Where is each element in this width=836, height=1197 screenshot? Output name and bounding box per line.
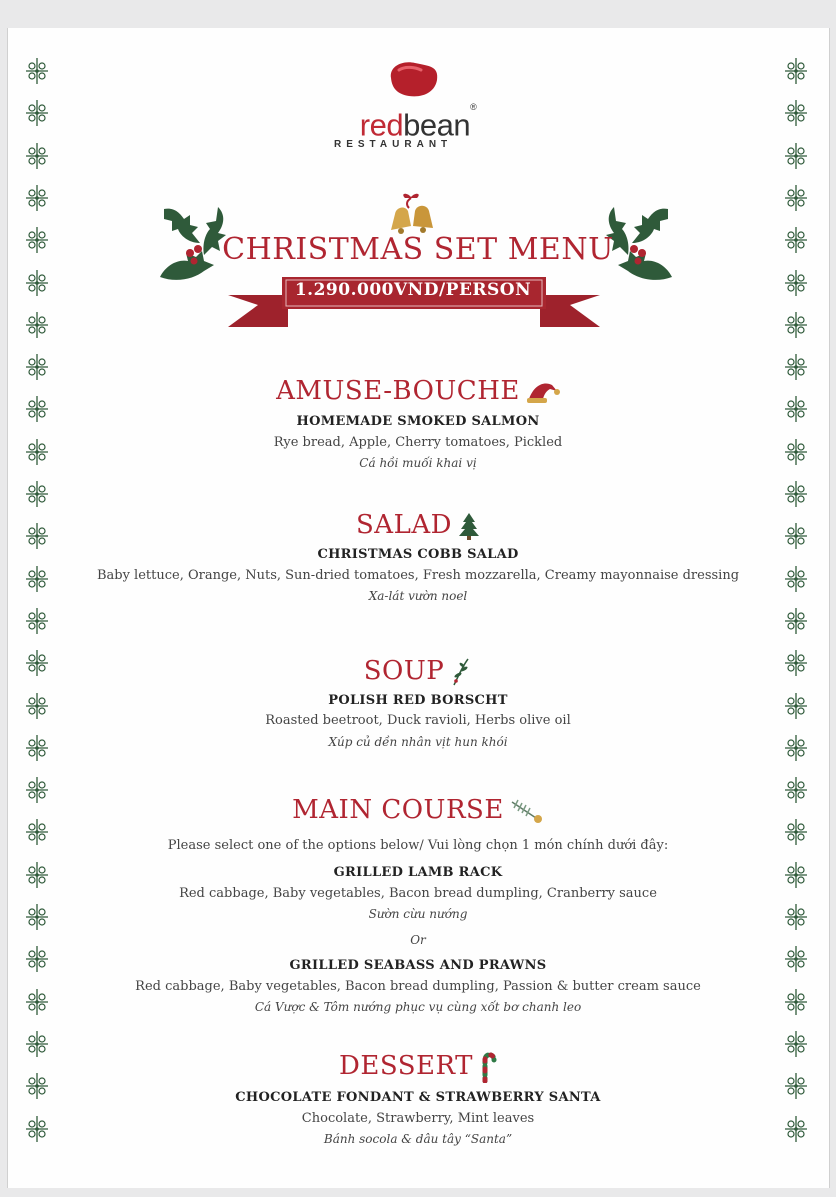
- course-title: SOUP: [363, 656, 445, 686]
- menu-title: CHRISTMAS SET MENU: [222, 232, 614, 267]
- vine-ornament-icon: [22, 58, 52, 84]
- course-heading-salad: [0, 510, 836, 540]
- or-separator: Or: [410, 933, 426, 947]
- course-title: MAIN COURSE: [292, 795, 504, 825]
- vine-ornament-icon: [781, 227, 811, 253]
- vine-ornament-icon: [781, 58, 811, 84]
- course-title: DESSERT: [339, 1051, 473, 1081]
- vine-ornament-icon: [781, 143, 811, 169]
- dish-description: Red cabbage, Baby vegetables, Bacon bread dumpling, Passion & butter cream sauce: [135, 979, 701, 994]
- dish-description: Red cabbage, Baby vegetables, Bacon bread dumpling, Cranberry sauce: [179, 886, 657, 901]
- main-course-intro: Please select one of the options below/ Vui lòng chọn 1 món chính dưới đây:: [167, 838, 669, 853]
- price-per-person: 1.290.000VND/PERSON: [294, 280, 532, 300]
- vine-ornament-icon: [781, 608, 811, 634]
- vine-ornament-icon: [22, 608, 52, 634]
- red-bean-icon: [385, 58, 441, 98]
- dish-vietnamese: Xa-lát vườn noel: [368, 589, 468, 603]
- brand-name-dark: bean: [403, 107, 471, 143]
- dish-name: CHOCOLATE FONDANT & STRAWBERRY SANTA: [235, 1090, 601, 1105]
- vine-ornament-icon: [22, 100, 52, 126]
- brand-subtitle: RESTAURANT: [334, 139, 453, 150]
- vine-ornament-icon: [22, 270, 52, 296]
- vine-ornament-icon: [781, 100, 811, 126]
- mistletoe-icon: [450, 657, 472, 687]
- vine-ornament-icon: [22, 185, 52, 211]
- registered-mark: ®: [470, 102, 477, 112]
- vine-ornament-icon: [781, 481, 811, 507]
- course-title: AMUSE-BOUCHE: [276, 376, 520, 406]
- dish-name: CHRISTMAS COBB SALAD: [317, 547, 519, 562]
- candy-cane-icon: [479, 1051, 497, 1083]
- bells-icon: [383, 192, 443, 236]
- course-heading-soup: [0, 656, 836, 687]
- course-heading-dessert: [0, 1051, 836, 1083]
- vine-ornament-icon: [22, 227, 52, 253]
- vine-ornament-icon: [781, 312, 811, 338]
- brand-name-red: red: [359, 107, 404, 143]
- dish-description: Baby lettuce, Orange, Nuts, Sun-dried tomatoes, Fresh mozzarella, Creamy mayonnaise dressing: [96, 568, 740, 583]
- dish-name: POLISH RED BORSCHT: [328, 693, 508, 708]
- dish-name: GRILLED SEABASS AND PRAWNS: [289, 958, 547, 973]
- vine-ornament-icon: [22, 143, 52, 169]
- pine-branch-icon: [510, 798, 544, 824]
- vine-ornament-icon: [781, 185, 811, 211]
- dish-vietnamese: Cá Vược & Tôm nướng phục vụ cùng xốt bơ chanh leo: [254, 1000, 582, 1014]
- vine-ornament-icon: [22, 312, 52, 338]
- vine-ornament-icon: [781, 270, 811, 296]
- course-heading-main-course: [0, 795, 836, 825]
- santa-hat-icon: [526, 379, 560, 405]
- dish-name: HOMEMADE SMOKED SALMON: [296, 414, 540, 429]
- dish-vietnamese: Bánh socola & dâu tây “Santa”: [323, 1132, 513, 1146]
- dish-description: Rye bread, Apple, Cherry tomatoes, Pickled: [273, 435, 563, 450]
- dish-vietnamese: Xúp củ dền nhân vịt hun khói: [328, 735, 508, 749]
- course-heading-amuse-bouche: [0, 376, 836, 406]
- dish-description: Roasted beetroot, Duck ravioli, Herbs olive oil: [265, 713, 571, 728]
- christmas-tree-icon: [458, 512, 480, 540]
- course-title: SALAD: [356, 510, 452, 540]
- dish-vietnamese: Cá hồi muối khai vị: [359, 456, 477, 470]
- vine-ornament-icon: [22, 481, 52, 507]
- dish-description: Chocolate, Strawberry, Mint leaves: [301, 1111, 535, 1126]
- dish-name: GRILLED LAMB RACK: [333, 865, 503, 880]
- restaurant-logo: [330, 58, 506, 158]
- dish-vietnamese: Sườn cừu nướng: [368, 907, 468, 921]
- brand-name: [330, 104, 506, 142]
